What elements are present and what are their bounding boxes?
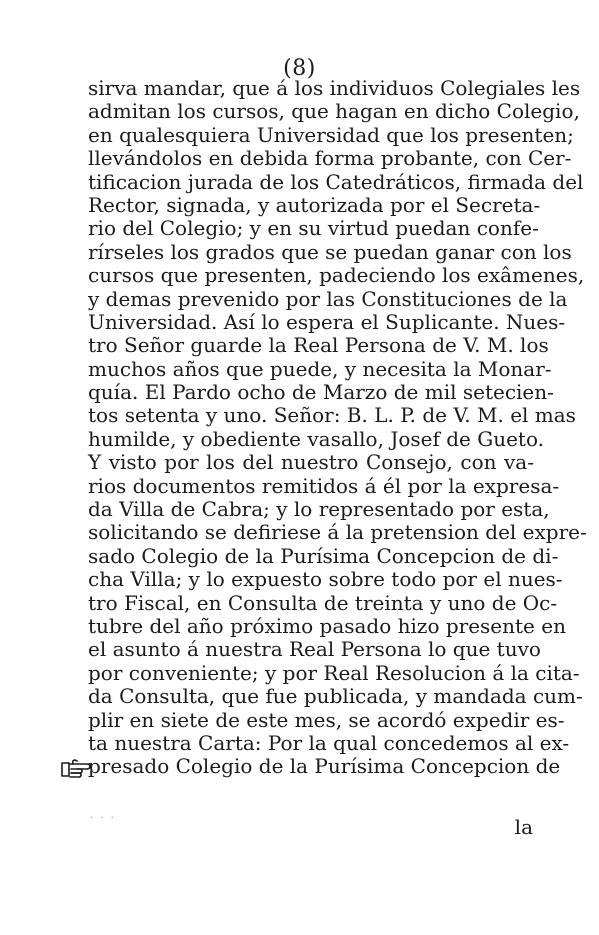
text-line: tro Señor guarde la Real Persona de V. M. los <box>88 333 549 358</box>
text-line: muchos años que puede, y necesita la Monar- <box>88 356 552 381</box>
text-line: quía. El Pardo ocho de Marzo de mil setecien- <box>88 380 554 405</box>
text-line: sirva mandar, que á los individuos Colegiales les <box>88 76 581 100</box>
text-line: Rector, signada, y autorizada por el Secreta- <box>88 192 541 217</box>
text-line: el asunto á nuestra Real Persona lo que tuvo <box>88 637 541 662</box>
manicule-icon <box>60 757 94 781</box>
text-line: tos setenta y uno. Señor: B. L. P. de V. M. el mas <box>88 403 576 428</box>
body-text <box>88 76 587 779</box>
text-line: sado Colegio de la Purísima Concepcion de di- <box>88 543 559 568</box>
catchword: la <box>514 815 533 839</box>
text-line: tubre del año próximo pasado hizo presente en <box>88 613 566 638</box>
text-line: ta nuestra Carta: Por la qual concedemos al ex- <box>88 730 570 755</box>
text-line: en qualesquiera Universidad que los presenten; <box>88 122 574 147</box>
text-line: tificacion jurada de los Catedráticos, firmada del <box>88 169 584 194</box>
text-line: solicitando se defiriese á la pretension del expre- <box>88 520 587 545</box>
text-line: cha Villa; y lo expuesto sobre todo por el nues- <box>88 567 563 592</box>
text-line: humilde, y obediente vasallo, Josef de Gueto. <box>88 426 545 451</box>
text-line: Y visto por los del nuestro Consejo, con va- <box>88 450 534 475</box>
page-number: (8) <box>283 56 316 81</box>
text-line: Universidad. Así lo espera el Suplicante. Nues- <box>88 309 566 334</box>
text-line: y demas prevenido por las Constituciones de la <box>88 286 568 311</box>
text-line: da Consulta, que fue publicada, y mandada cum- <box>88 684 583 709</box>
text-line: da Villa de Cabra; y lo representado por esta, <box>88 497 550 522</box>
text-line: rios documentos remitidos á él por la expresa- <box>88 473 560 498</box>
text-line: rírseles los grados que se puedan ganar con los <box>88 239 572 264</box>
text-line: por conveniente; y por Real Resolucion á la cita- <box>88 660 580 685</box>
text-line: llevándolos en debida forma probante, con Cer- <box>88 146 572 171</box>
text-line: plir en siete de este mes, se acordó expedir es- <box>88 707 565 732</box>
text-line: tro Fiscal, en Consulta de treinta y uno de Oc- <box>88 590 558 615</box>
text-line: cursos que presenten, padeciendo los exâmenes, <box>88 263 585 288</box>
text-line: admitan los cursos, que hagan en dicho Colegio, <box>88 99 580 124</box>
text-line: presado Colegio de la Purísima Concepcion de <box>88 754 561 779</box>
text-line: rio del Colegio; y en su virtud puedan confe- <box>88 216 539 241</box>
ink-speck: · · · <box>90 813 116 824</box>
